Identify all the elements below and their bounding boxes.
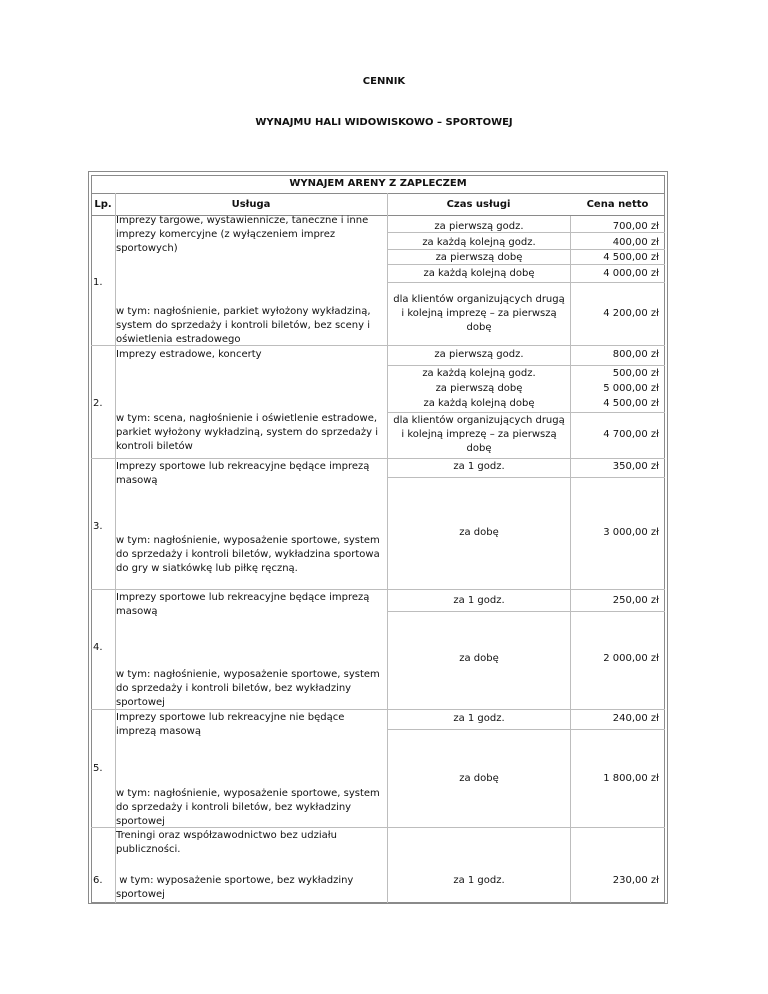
column-divider <box>387 193 388 903</box>
row-1-service: Imprezy targowe, wystawiennicze, taneczne i inne imprezy komercyjne (z wyłączeniem imprez sportowych) <box>116 215 369 254</box>
document-subtitle: WYNAJMU HALI WIDOWISKOWO – SPORTOWEJ <box>255 117 513 128</box>
row-1-lp: 1. <box>93 277 103 288</box>
document-title: CENNIK <box>362 76 406 87</box>
row-3-note: w tym: nagłośnienie, wyposażenie sportowe, system do sprzedaży i kontroli biletów, wykładzina sportowa do gry w siatkówkę lub piłkę ręczną. <box>116 535 380 574</box>
row-4-note: w tym: nagłośnienie, wyposażenie sportowe, system do sprzedaży i kontroli biletów, bez wykładziny sportowej <box>116 669 380 708</box>
row-6-lp: 6. <box>93 875 103 886</box>
row-2-price-2: 500,00 zł <box>612 368 659 379</box>
row-3-price-1: 350,00 zł <box>612 461 659 472</box>
row-divider <box>387 611 665 612</box>
row-4-price-1: 250,00 zł <box>612 595 659 606</box>
row-1-time-3: za pierwszą dobę <box>435 252 523 263</box>
row-divider <box>387 249 665 250</box>
row-2-time-1: za pierwszą godz. <box>434 349 524 360</box>
row-4-time-1: za 1 godz. <box>453 595 505 606</box>
row-2-price-3: 5 000,00 zł <box>603 383 659 394</box>
row-1-time-2: za każdą kolejną godz. <box>422 237 536 248</box>
row-4-price-2: 2 000,00 zł <box>603 653 659 664</box>
row-1-price-1: 700,00 zł <box>612 221 659 232</box>
row-2-time-2: za każdą kolejną godz. <box>422 368 536 379</box>
row-3-time-2: za dobę <box>459 527 499 538</box>
row-2-lp: 2. <box>93 398 103 409</box>
row-4-service: Imprezy sportowe lub rekreacyjne będące imprezą masową <box>116 592 370 617</box>
row-2-time-5: dla klientów organizujących drugą i kolejną imprezę – za pierwszą dobę <box>393 415 565 454</box>
price-table <box>88 171 668 904</box>
row-2-time-3: za pierwszą dobę <box>435 383 523 394</box>
header-service: Usługa <box>231 199 271 210</box>
header-lp: Lp. <box>94 199 112 210</box>
row-1-time-4: za każdą kolejną dobę <box>423 268 535 279</box>
row-2-time-4: za każdą kolejną dobę <box>423 398 535 409</box>
header-time: Czas usługi <box>446 199 511 210</box>
row-6-time-1: za 1 godz. <box>453 875 505 886</box>
row-1-price-4: 4 000,00 zł <box>603 268 659 279</box>
row-3-service: Imprezy sportowe lub rekreacyjne będące imprezą masową <box>116 461 370 486</box>
row-5-service: Imprezy sportowe lub rekreacyjne nie będące imprezą masową <box>116 712 345 737</box>
row-divider <box>387 282 665 283</box>
row-2-note: w tym: scena, nagłośnienie i oświetlenie estradowe, parkiet wyłożony wykładziną, system do sprzedaży i kontroli biletów <box>116 413 378 452</box>
row-divider <box>387 729 665 730</box>
row-6-price-1: 230,00 zł <box>612 875 659 886</box>
row-divider <box>91 458 665 459</box>
row-6-service: Treningi oraz współzawodnictwo bez udziału publiczności. <box>116 830 337 855</box>
row-3-lp: 3. <box>93 521 103 532</box>
row-divider <box>91 709 665 710</box>
row-1-time-5: dla klientów organizujących drugą i kolejną imprezę – za pierwszą dobę <box>393 294 565 333</box>
row-5-price-2: 1 800,00 zł <box>603 773 659 784</box>
row-5-time-1: za 1 godz. <box>453 713 505 724</box>
row-divider <box>387 264 665 265</box>
row-4-lp: 4. <box>93 642 103 653</box>
row-5-price-1: 240,00 zł <box>612 713 659 724</box>
row-1-price-3: 4 500,00 zł <box>603 252 659 263</box>
row-3-time-1: za 1 godz. <box>453 461 505 472</box>
row-divider <box>91 589 665 590</box>
row-5-time-2: za dobę <box>459 773 499 784</box>
row-5-lp: 5. <box>93 763 103 774</box>
row-4-time-2: za dobę <box>459 653 499 664</box>
row-1-time-1: za pierwszą godz. <box>434 221 524 232</box>
section-title: WYNAJEM ARENY Z ZAPLECZEM <box>289 178 467 189</box>
row-2-price-5: 4 700,00 zł <box>603 429 659 440</box>
row-divider <box>91 827 665 828</box>
row-divider <box>387 232 665 233</box>
row-divider <box>387 477 665 478</box>
row-1-price-2: 400,00 zł <box>612 237 659 248</box>
row-divider <box>387 412 665 413</box>
row-divider <box>91 345 665 346</box>
row-5-note: w tym: nagłośnienie, wyposażenie sportowe, system do sprzedaży i kontroli biletów, bez wykładziny sportowej <box>116 788 380 827</box>
row-2-service: Imprezy estradowe, koncerty <box>116 349 262 360</box>
row-1-note: w tym: nagłośnienie, parkiet wyłożony wykładziną, system do sprzedaży i kontroli biletów, bez sceny i oświetlenia estradowego <box>116 306 371 345</box>
row-3-price-2: 3 000,00 zł <box>603 527 659 538</box>
row-2-price-4: 4 500,00 zł <box>603 398 659 409</box>
row-divider <box>387 365 665 366</box>
row-1-price-5: 4 200,00 zł <box>603 308 659 319</box>
row-2-price-1: 800,00 zł <box>612 349 659 360</box>
row-6-note: w tym: wyposażenie sportowe, bez wykładziny sportowej <box>116 875 357 900</box>
header-price: Cena netto <box>586 199 649 210</box>
